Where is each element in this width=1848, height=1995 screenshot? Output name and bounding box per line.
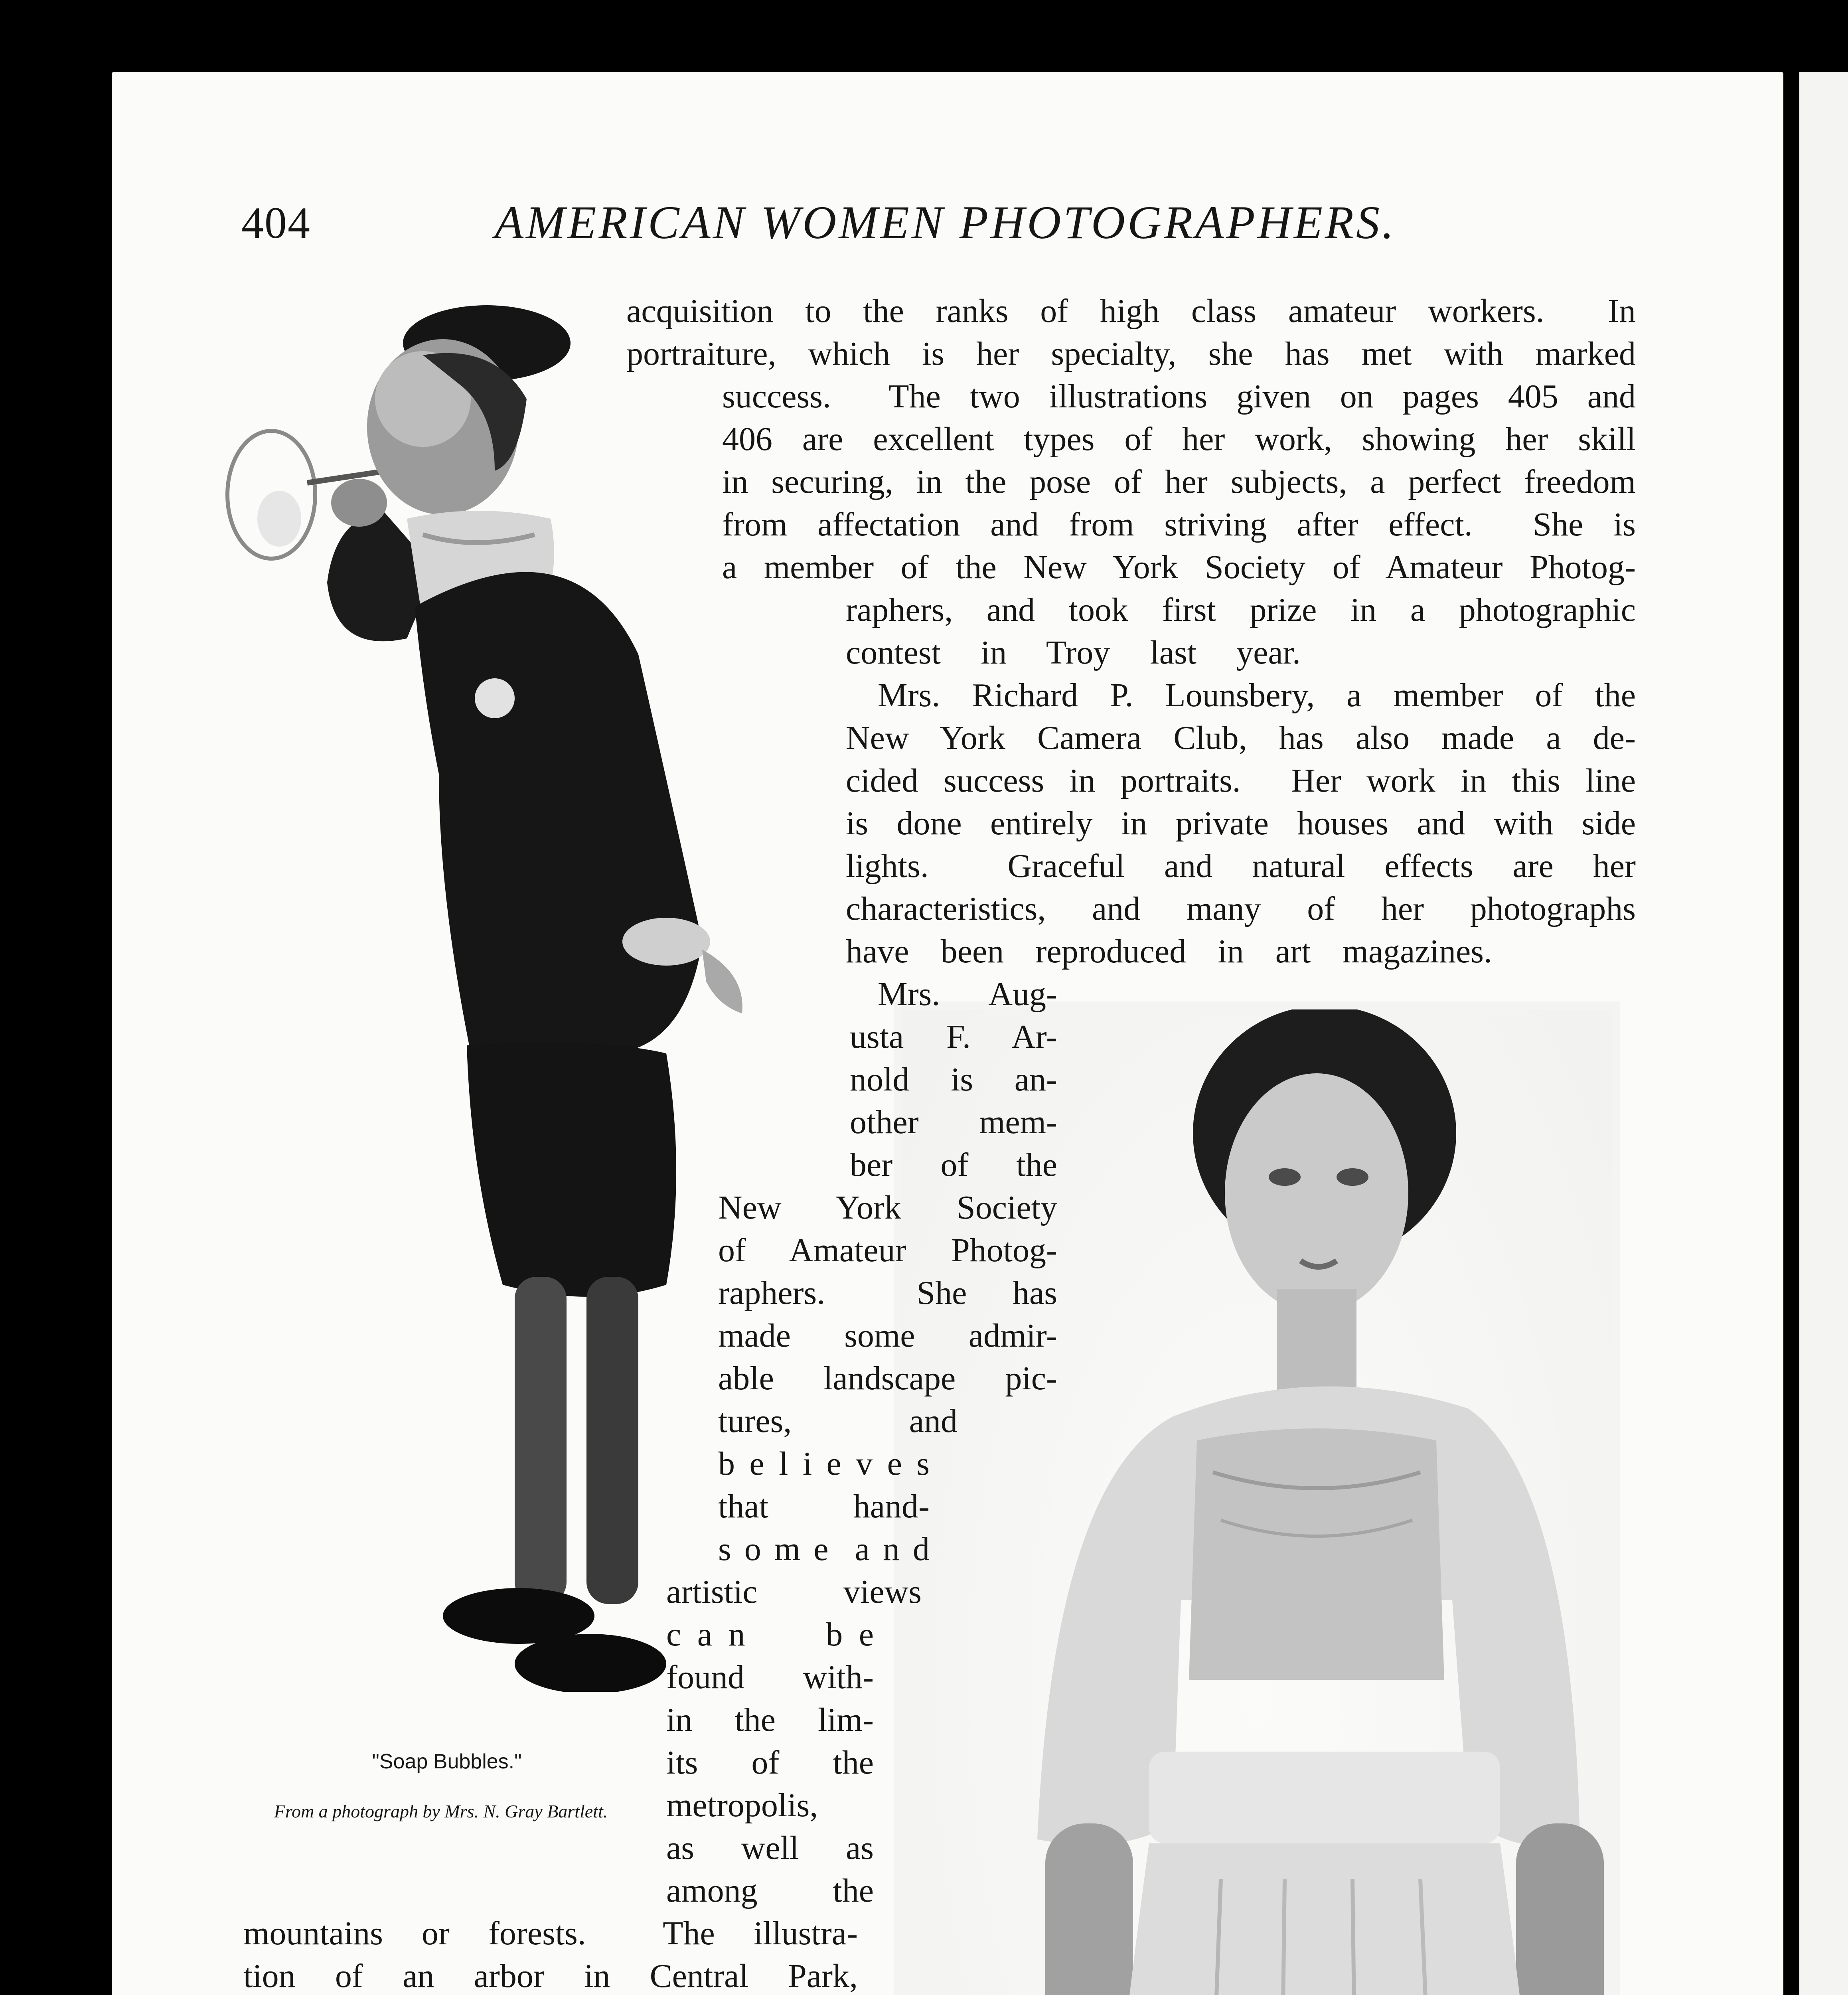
body-text-line: ber of the bbox=[850, 1146, 1057, 1183]
facing-page-edge bbox=[1799, 72, 1848, 1995]
body-text-line: tures, and bbox=[718, 1402, 958, 1440]
body-text-line: raphers, and took first prize in a photographic bbox=[846, 591, 1636, 628]
body-text-line: among the bbox=[666, 1872, 874, 1909]
body-text-line: able landscape pic- bbox=[718, 1360, 1057, 1397]
body-text-line: found with- bbox=[666, 1659, 874, 1696]
soap-bubbles-caption-title: "Soap Bubbles." bbox=[372, 1750, 522, 1773]
body-text-line: as well as bbox=[666, 1829, 874, 1867]
body-text-line: c a n b e bbox=[666, 1616, 874, 1653]
body-text-line: usta F. Ar- bbox=[850, 1018, 1057, 1055]
body-text-line: a member of the New York Society of Amateur Photog- bbox=[722, 549, 1636, 586]
body-text-line: contest in Troy last year. bbox=[846, 634, 1301, 671]
body-text-line: of Amateur Photog- bbox=[718, 1232, 1057, 1269]
body-text-line: made some admir- bbox=[718, 1317, 1057, 1354]
body-text-line: b e l i e v e s bbox=[718, 1445, 930, 1482]
body-text-line: in the lim- bbox=[666, 1701, 874, 1738]
body-text-line: characteristics, and many of her photographs bbox=[846, 890, 1636, 927]
body-text-line: Mrs. Richard P. Lounsbery, a member of the bbox=[878, 677, 1636, 714]
body-text-line: raphers. She has bbox=[718, 1274, 1057, 1312]
body-text-line: portraiture, which is her specialty, she has met with marked bbox=[626, 335, 1636, 372]
body-text-line: Mrs. Aug- bbox=[878, 976, 1057, 1013]
body-text-line: other mem- bbox=[850, 1104, 1057, 1141]
body-text-line: tion of an arbor in Central Park, bbox=[243, 1957, 858, 1995]
soap-bubbles-caption-credit: From a photograph by Mrs. N. Gray Bartlett. bbox=[274, 1801, 608, 1821]
running-head: AMERICAN WOMEN PHOTOGRAPHERS. bbox=[495, 196, 1396, 249]
body-text-line: New York Society bbox=[718, 1189, 1057, 1226]
body-text-line: s o m e a n d bbox=[718, 1531, 930, 1568]
body-text-line: lights. Graceful and natural effects are her bbox=[846, 847, 1636, 885]
body-text-line: New York Camera Club, has also made a de- bbox=[846, 719, 1636, 757]
body-text-line: metropolis, bbox=[666, 1787, 818, 1824]
body-text-line: its of the bbox=[666, 1744, 874, 1781]
body-text-line: artistic views bbox=[666, 1573, 922, 1610]
body-text-line: that hand- bbox=[718, 1488, 930, 1525]
body-text-line: success. The two illustrations given on pages 405 and bbox=[722, 378, 1636, 415]
body-text-line: cided success in portraits. Her work in this line bbox=[846, 762, 1636, 799]
body-text-line: in securing, in the pose of her subjects, a perfect freedom bbox=[722, 463, 1636, 500]
body-text-line: nold is an- bbox=[850, 1061, 1057, 1098]
page-number: 404 bbox=[241, 198, 311, 248]
body-text-line: mountains or forests. The illustra- bbox=[243, 1915, 858, 1952]
body-text-line: acquisition to the ranks of high class amateur workers. In bbox=[626, 292, 1636, 330]
body-text-line: have been reproduced in art magazines. bbox=[846, 933, 1492, 970]
body-text-line: 406 are excellent types of her work, showing her skill bbox=[722, 421, 1636, 458]
body-text-line: from affectation and from striving after effect. She is bbox=[722, 506, 1636, 543]
body-text-line: is done entirely in private houses and with side bbox=[846, 805, 1636, 842]
soap-bubbles-photo bbox=[215, 295, 798, 1692]
